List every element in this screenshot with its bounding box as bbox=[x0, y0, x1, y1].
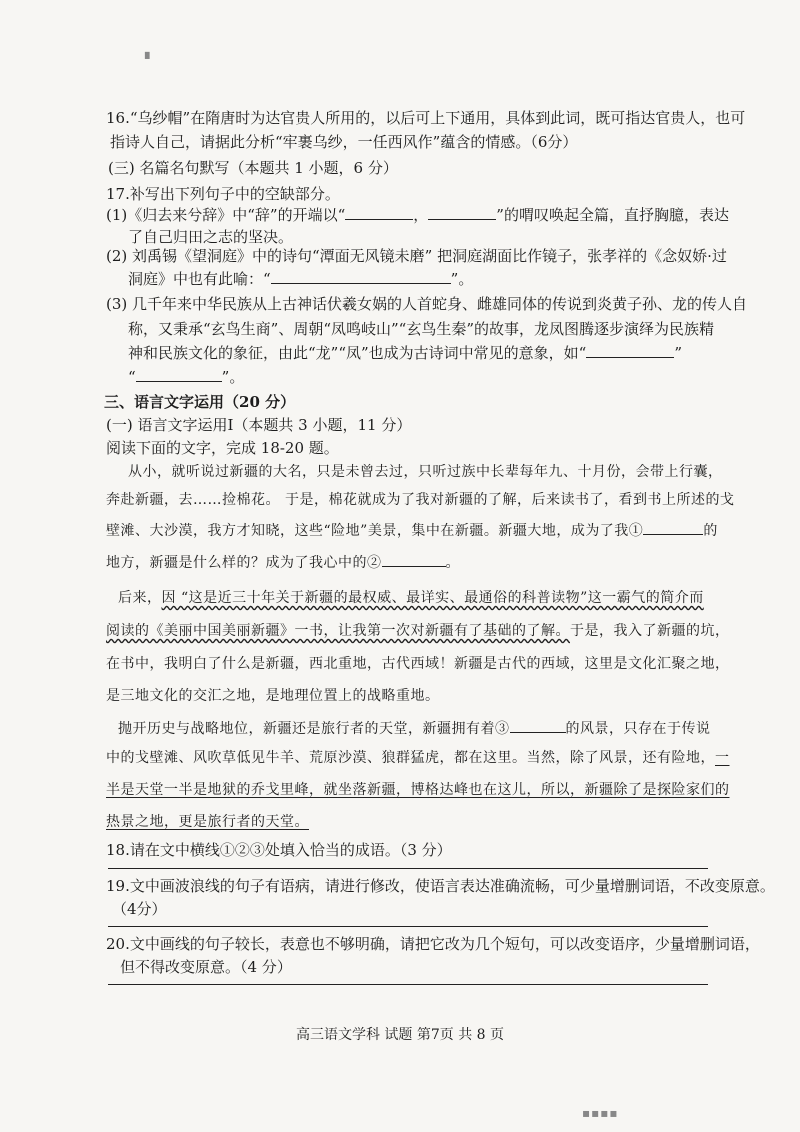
q17-part2-text-a: 洞庭》中也有此喻：“ bbox=[128, 270, 271, 288]
q17-part1-line1 bbox=[106, 205, 729, 225]
q17-part1-line2: 了自己归田之志的坚决。 bbox=[128, 228, 294, 246]
passage-p2-line1 bbox=[118, 588, 704, 608]
scan-smudge: ▪▪▪▪ bbox=[582, 1106, 619, 1120]
passage-p1-line4-text: 地方，新疆是什么样的？成为了我心中的② bbox=[106, 555, 382, 571]
passage-p2-line3: 在书中，我明白了什么是新疆，西北重地，古代西域！新疆是古代的西域，这里是文化汇聚之地， bbox=[106, 656, 730, 672]
passage-p3-line2-text: 中的戈壁滩、风吹草低见牛羊、荒原沙漠、狼群猛虎，都在这里。当然，除了风景，还有险地， bbox=[106, 750, 715, 766]
passage-p3-line1-tail: 的风景，只存在于传说 bbox=[565, 721, 711, 737]
q17-part1-text-c: ”的喟叹唤起全篇，直抒胸臆，表达 bbox=[496, 206, 729, 224]
passage-blank-2[interactable] bbox=[382, 552, 446, 567]
passage-blank-3[interactable] bbox=[510, 718, 566, 733]
q19-line1: 19.文中画波浪线的句子有语病，请进行修改，使语言表达准确流畅，可少量增删词语，不改变原意。 bbox=[106, 877, 775, 895]
q19-answer-line[interactable] bbox=[108, 926, 708, 927]
q17-blank-1[interactable] bbox=[345, 205, 413, 220]
q20-line2: 但不得改变原意。（4 分） bbox=[120, 958, 292, 976]
underlined-sentence-part2: 半是天堂一半是地狱的乔戈里峰，就坐落新疆，博格达峰也在这儿，所以，新疆除了是探险家们的 bbox=[106, 782, 730, 798]
q17-blank-5[interactable] bbox=[136, 367, 222, 382]
passage-p1-line3-text: 壁滩、大沙漠，我方才知晓，这些“险地”美景，集中在新疆。新疆大地，成为了我① bbox=[106, 523, 644, 539]
q17-part3-line2: 称，又秉承“玄鸟生商”、周朝“凤鸣岐山”“玄鸟生秦”的故事，龙凤图腾逐步演绎为民族精 bbox=[128, 320, 715, 338]
q17-part1-text-b: ， bbox=[413, 206, 429, 224]
q17-part3-line1: (3) 几千年来中华民族从上古神话伏羲女娲的人首蛇身、雌雄同体的传说到炎黄子孙、龙的传人自 bbox=[106, 295, 748, 313]
q20-answer-line[interactable] bbox=[108, 984, 708, 985]
passage-p1-line2: 奔赴新疆，去……捡棉花。 于是，棉花就成为了我对新疆的了解，后来读书了，看到书上所述的戈 bbox=[106, 492, 735, 508]
passage-p3-line1 bbox=[118, 718, 711, 739]
q17-part3-text-b: ” bbox=[674, 344, 683, 362]
passage-p2-line4: 是三地文化的交汇之地，是地理位置上的战略重地。 bbox=[106, 688, 440, 704]
q17-blank-2[interactable] bbox=[428, 205, 496, 220]
wavy-sentence-part1: 因 “这是近三十年关于新疆的最权威、最详实、最通俗的科普读物”这一霸气的简介而 bbox=[161, 590, 704, 606]
reading-instruction: 阅读下面的文字，完成 18-20 题。 bbox=[106, 439, 339, 457]
part3-title: 三、语言文字运用（20 分） bbox=[104, 393, 296, 411]
underlined-sentence-part1: 一 bbox=[715, 750, 730, 766]
scan-mark: ▘ bbox=[145, 52, 155, 66]
passage-p2-line2-tail: 于是，我入了新疆的坑， bbox=[570, 623, 730, 639]
passage-p1-line1: 从小，就听说过新疆的大名，只是未曾去过，只听过族中长辈每年九、十月份，会带上行囊， bbox=[128, 464, 723, 480]
q20-line1: 20.文中画线的句子较长，表意也不够明确，请把它改为几个短句，可以改变语序，少量增删词语， bbox=[106, 935, 760, 953]
q17-part2-line2 bbox=[128, 269, 473, 289]
q16-line2: 指诗人自己，请据此分析“牢裹乌纱，一任西风作”蕴含的情感。（6分） bbox=[110, 133, 578, 151]
passage-p3-line3 bbox=[106, 780, 730, 800]
passage-p1-line3 bbox=[106, 520, 718, 541]
passage-p2-line2 bbox=[106, 621, 730, 641]
q17-part2-text-b: ”。 bbox=[450, 270, 474, 288]
underlined-sentence-part3: 热景之地，更是旅行者的天堂。 bbox=[106, 814, 309, 830]
passage-blank-1[interactable] bbox=[643, 520, 703, 535]
q17-intro: 17.补写出下列句子中的空缺部分。 bbox=[106, 185, 340, 203]
passage-p2-line1-lead: 后来， bbox=[118, 590, 162, 606]
section3-title: (三) 名篇名句默写（本题共 1 小题，6 分） bbox=[108, 159, 398, 177]
q17-part2-line1: (2) 刘禹锡《望洞庭》中的诗句“潭面无风镜未磨” 把洞庭湖面比作镜子，张孝祥的《念奴娇·过 bbox=[106, 247, 727, 265]
q17-part3-line3 bbox=[128, 343, 682, 363]
wavy-sentence-part2: 阅读的《美丽中国美丽新疆》一书，让我第一次对新疆有了基础的了解。 bbox=[106, 623, 570, 639]
passage-p3-line4 bbox=[106, 812, 309, 832]
passage-p1-line4-tail: 。 bbox=[445, 555, 460, 571]
q19-line2: （4分） bbox=[112, 900, 167, 918]
passage-p1-line3-tail: 的 bbox=[703, 523, 718, 539]
q17-part3-text-d: ”。 bbox=[221, 368, 245, 386]
part3-subsection1: (一) 语言文字运用Ⅰ（本题共 3 小题，11 分） bbox=[106, 416, 412, 434]
q17-part3-line4 bbox=[128, 367, 244, 387]
page-footer: 高三语文学科 试题 第7页 共 8 页 bbox=[295, 1027, 505, 1043]
q18-text: 18.请在文中横线①②③处填入恰当的成语。（3 分） bbox=[106, 841, 452, 859]
q17-part3-text-c: “ bbox=[128, 368, 136, 386]
passage-p3-line2 bbox=[106, 748, 730, 768]
q18-answer-line[interactable] bbox=[108, 868, 708, 869]
q17-part1-text-a: (1)《归去来兮辞》中“辞”的开端以“ bbox=[106, 206, 346, 224]
q17-part3-text-a: 神和民族文化的象征，由此“龙”“凤”也成为古诗词中常见的意象，如“ bbox=[128, 344, 587, 362]
passage-p3-line1-text: 抛开历史与战略地位，新疆还是旅行者的天堂，新疆拥有着③ bbox=[118, 721, 510, 737]
passage-p1-line4 bbox=[106, 552, 460, 573]
q16-line1: 16.“乌纱帽”在隋唐时为达官贵人所用的，以后可上下通用，具体到此词，既可指达官贵人，也可 bbox=[106, 109, 746, 127]
q17-blank-4[interactable] bbox=[586, 343, 674, 358]
q17-blank-3[interactable] bbox=[271, 269, 451, 284]
